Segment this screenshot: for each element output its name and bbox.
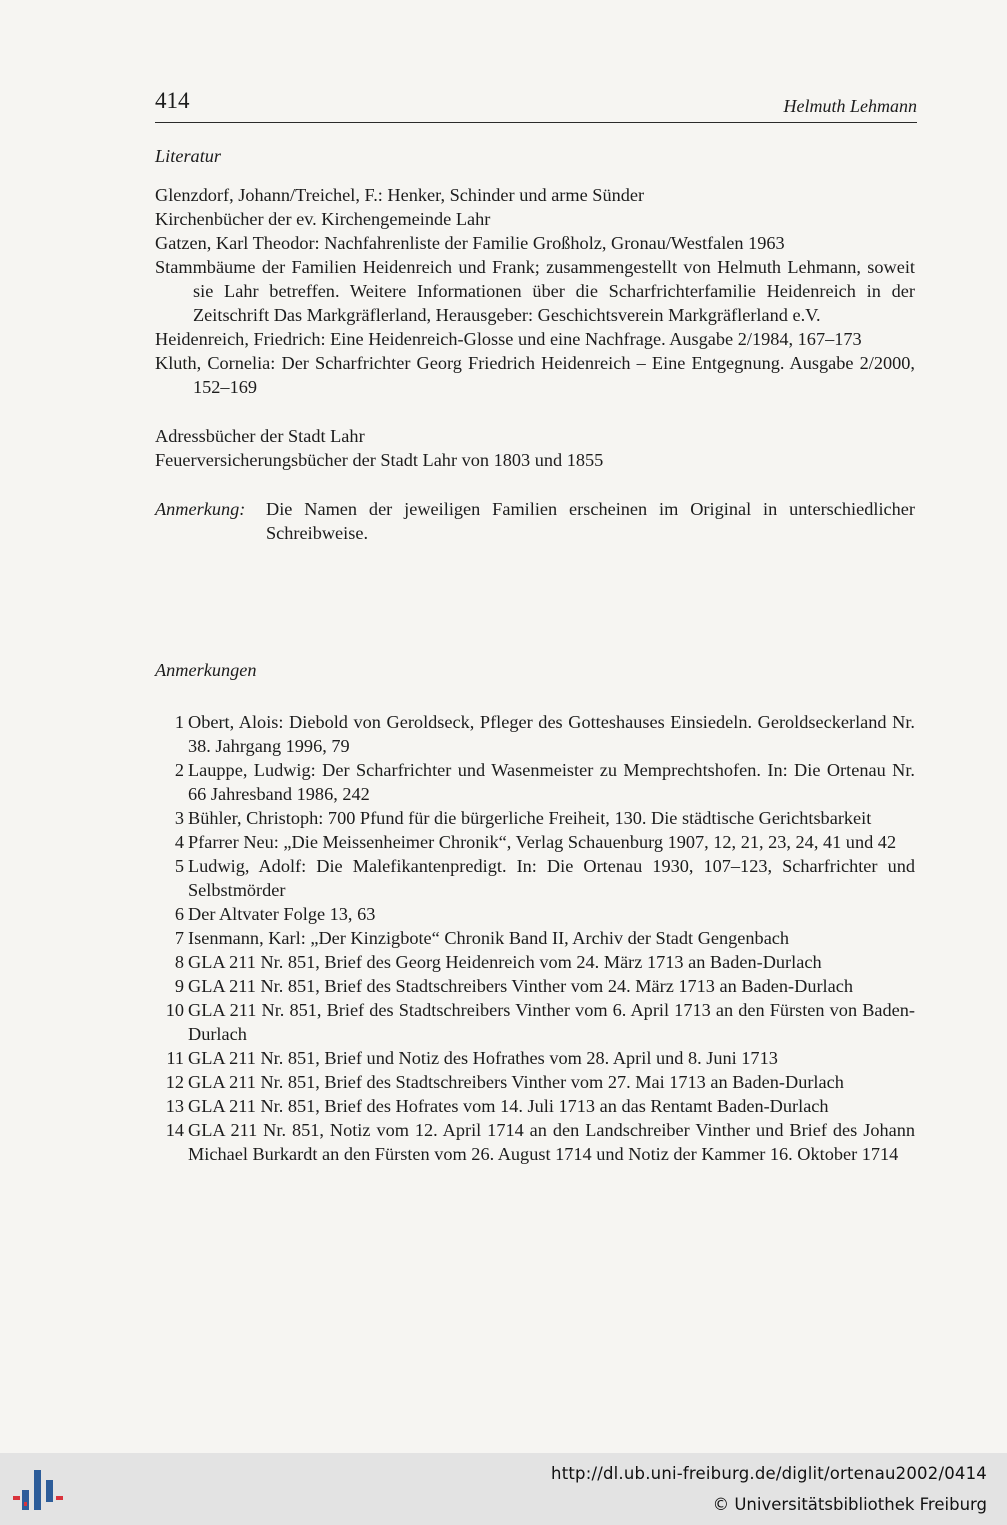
running-head xyxy=(155,88,917,123)
footnote-item xyxy=(155,1046,915,1070)
running-head-author: Helmuth Lehmann xyxy=(783,96,917,116)
footnote-text: Bühler, Christoph: 700 Pfund für die bürgerliche Freiheit, 130. Die städtische Gerichtsbarkeit xyxy=(188,808,872,828)
footnote-number: 3 xyxy=(174,808,184,828)
footnote-item xyxy=(155,710,915,758)
literature-section xyxy=(155,144,915,545)
footnote-item xyxy=(155,854,915,902)
footnote-item xyxy=(155,950,915,974)
source-entry: Feuerversicherungsbücher der Stadt Lahr von 1803 und 1855 xyxy=(155,450,604,470)
footnote-text: Pfarrer Neu: „Die Meissenheimer Chronik“, Verlag Schauenburg 1907, 12, 21, 23, 24, 41 und 42 xyxy=(188,832,897,852)
footnote-number: 12 xyxy=(165,1072,184,1092)
literature-entry: Stammbäume der Familien Heidenreich und Frank; zusammengestellt von Helmuth Lehmann, soweit sie Lahr betreffen. Weitere Informationen über die Scharfrichterfamilie Heidenreich in der Zeitschrift Das Markgräflerland, Herausgeber: Geschichtsverein Markgräflerland e.V. xyxy=(155,257,915,325)
source-entry: Adressbücher der Stadt Lahr xyxy=(155,426,365,446)
footnote-item xyxy=(155,806,915,830)
note-label: Anmerkung: xyxy=(155,499,246,519)
literature-heading: Literatur xyxy=(155,146,222,166)
note-text: Die Namen der jeweiligen Familien erscheinen im Original in unterschiedlicher Schreibweise. xyxy=(266,499,915,543)
footnote-number: 6 xyxy=(174,904,184,924)
source-url-link[interactable]: http://dl.ub.uni-freiburg.de/diglit/ortenau2002/0414 xyxy=(551,1464,987,1483)
footnote-text: GLA 211 Nr. 851, Brief des Stadtschreibers Vinther vom 6. April 1713 an den Fürsten von Baden-Durlach xyxy=(188,1000,915,1044)
footnote-number: 10 xyxy=(165,1000,184,1020)
footnote-text: GLA 211 Nr. 851, Brief des Stadtschreibers Vinther vom 27. Mai 1713 an Baden-Durlach xyxy=(188,1072,844,1092)
footnote-text: Lauppe, Ludwig: Der Scharfrichter und Wasenmeister zu Memprechtshofen. In: Die Ortenau Nr. 66 Jahresband 1986, 242 xyxy=(188,760,915,804)
literature-entry: Gatzen, Karl Theodor: Nachfahrenliste der Familie Großholz, Gronau/Westfalen 1963 xyxy=(155,233,785,253)
ub-freiburg-logo-icon xyxy=(12,1466,64,1514)
footnote-item xyxy=(155,902,915,926)
footnote-item xyxy=(155,1094,915,1118)
footnotes-section xyxy=(155,658,915,1166)
literature-entry: Kluth, Cornelia: Der Scharfrichter Georg Friedrich Heidenreich – Eine Entgegnung. Ausgabe 2/2000, 152–169 xyxy=(155,353,915,397)
footnote-number: 9 xyxy=(174,976,184,996)
footnote-number: 4 xyxy=(174,832,184,852)
footer-bar xyxy=(0,1453,1007,1525)
footnote-text: Isenmann, Karl: „Der Kinzigbote“ Chronik Band II, Archiv der Stadt Gengenbach xyxy=(188,928,790,948)
footnote-number: 2 xyxy=(174,760,184,780)
literature-entry: Glenzdorf, Johann/Treichel, F.: Henker, Schinder und arme Sünder xyxy=(155,185,645,205)
footnote-item xyxy=(155,974,915,998)
footnote-number: 5 xyxy=(174,856,184,876)
footnote-item xyxy=(155,830,915,854)
footnote-text: Der Altvater Folge 13, 63 xyxy=(188,904,376,924)
footnote-number: 11 xyxy=(166,1048,184,1068)
footnote-text: GLA 211 Nr. 851, Brief des Georg Heidenreich vom 24. März 1713 an Baden-Durlach xyxy=(188,952,822,972)
footnotes-heading: Anmerkungen xyxy=(155,660,257,680)
footnote-item xyxy=(155,998,915,1046)
copyright-notice: © Universitätsbibliothek Freiburg xyxy=(712,1495,987,1514)
footnote-text: Obert, Alois: Diebold von Geroldseck, Pfleger des Gotteshauses Einsiedeln. Geroldseckerland Nr. 38. Jahrgang 1996, 79 xyxy=(188,712,915,756)
footnote-text: Ludwig, Adolf: Die Malefikantenpredigt. In: Die Ortenau 1930, 107–123, Scharfrichter und Selbstmörder xyxy=(188,856,915,900)
page-number: 414 xyxy=(155,88,190,113)
literature-note xyxy=(155,497,915,545)
literature-entry: Kirchenbücher der ev. Kirchengemeinde Lahr xyxy=(155,209,491,229)
footnote-item xyxy=(155,1070,915,1094)
footnote-number: 1 xyxy=(174,712,184,732)
footnote-item xyxy=(155,758,915,806)
footnote-number: 14 xyxy=(165,1120,184,1140)
footnote-item xyxy=(155,926,915,950)
footnote-number: 7 xyxy=(174,928,184,948)
footnote-number: 13 xyxy=(165,1096,184,1116)
footnote-text: GLA 211 Nr. 851, Brief des Stadtschreibers Vinther vom 24. März 1713 an Baden-Durlach xyxy=(188,976,854,996)
footnote-text: GLA 211 Nr. 851, Brief und Notiz des Hofrathes vom 28. April und 8. Juni 1713 xyxy=(188,1048,778,1068)
footnote-item xyxy=(155,1118,915,1166)
footnote-text: GLA 211 Nr. 851, Brief des Hofrates vom 14. Juli 1713 an das Rentamt Baden-Durlach xyxy=(188,1096,829,1116)
footnote-text: GLA 211 Nr. 851, Notiz vom 12. April 1714 an den Landschreiber Vinther und Brief des Johann Michael Burkardt an den Fürsten vom 26. August 1714 und Notiz der Kammer 16. Oktober 1714 xyxy=(188,1120,915,1164)
footnote-number: 8 xyxy=(174,952,184,972)
literature-entry: Heidenreich, Friedrich: Eine Heidenreich-Glosse und eine Nachfrage. Ausgabe 2/1984, 167–173 xyxy=(155,329,862,349)
